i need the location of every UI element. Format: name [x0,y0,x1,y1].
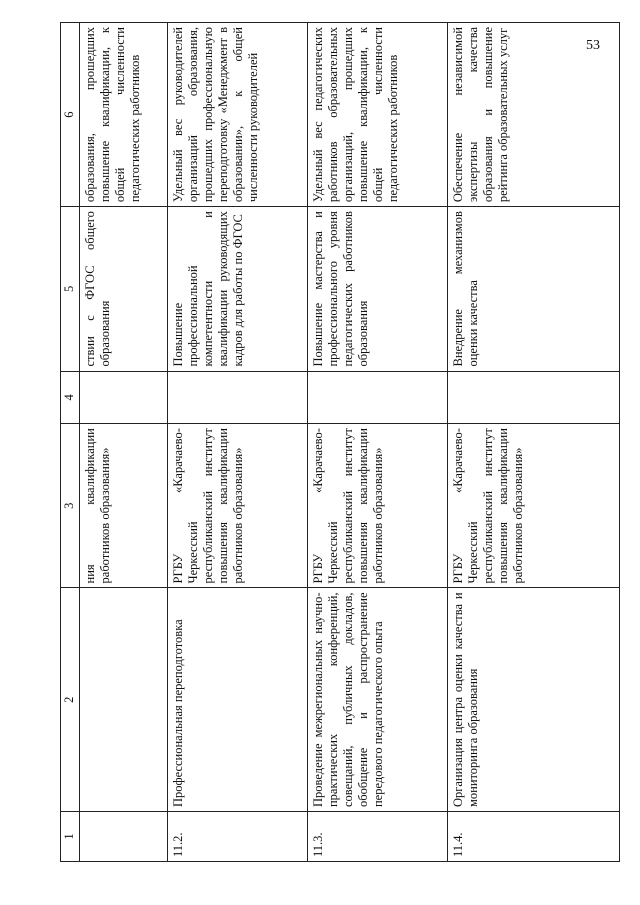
deadline-cell [168,371,308,424]
page-number: 53 [586,38,600,53]
event-cell: Профессиональная переподготовка [168,588,308,812]
deadline-cell [448,371,620,424]
plan-table [60,22,620,862]
header-cell-2: 2 [61,588,80,812]
result-cell: Повышение мастерства и профессионального уровня педагогических работников образования [308,207,448,371]
header-cell-3: 3 [61,424,80,588]
indicator-cell: Удельный вес руководителей организаций образования, прошедших профессиональную переподготовку «Менеджмент в образовании», к общей численности руководителей [168,23,308,207]
row-number: 11.2. [168,812,308,862]
header-cell-6: 6 [61,23,80,207]
executor-cell: РГБУ «Карачаево-Черкесский республиканский институт повышения квалификации работников образования» [308,424,448,588]
table-row [168,23,308,862]
header-cell-1: 1 [61,812,80,862]
result-cell: Повышение профессиональной компетентности и квалификации руководящих кадров для работы по ФГОС [168,207,308,371]
header-row [61,23,80,862]
result-cell: Внедрение механизмов оценки качества [448,207,620,371]
indicator-cell: Удельный вес педагогических работников образовательных организаций, прошедших повышение квалификации, к общей численности педагогических работников [308,23,448,207]
row-number: 11.4. [448,812,620,862]
deadline-cell [308,371,448,424]
deadline-cell [80,371,168,424]
table-row [308,23,448,862]
table-row [448,23,620,862]
executor-cell: РГБУ «Карачаево-Черкесский республиканский институт повышения квалификации работников образования» [448,424,620,588]
table-row [80,23,168,862]
event-cell: Проведение межрегиональных научно-практических конференций, совещаний, публичных докладов, обобщение и распространение передового педагогического опыта [308,588,448,812]
row-number [80,812,168,862]
indicator-cell: Обеспечение независимой экспертизы качества образования и повышение рейтинга образовательных услуг [448,23,620,207]
event-cell [80,588,168,812]
indicator-cell: образования, прошедших повышение квалификации, к общей численности педагогических работников [80,23,168,207]
result-cell: ствии с ФГОС общего образования [80,207,168,371]
header-cell-5: 5 [61,207,80,371]
row-number: 11.3. [308,812,448,862]
document-sheet [60,22,620,862]
executor-cell: РГБУ «Карачаево-Черкесский республиканский институт повышения квалификации работников образования» [168,424,308,588]
event-cell: Организация центра оценки качества и мониторинга образования [448,588,620,812]
header-cell-4: 4 [61,371,80,424]
executor-cell: ния квалификации работников образования» [80,424,168,588]
